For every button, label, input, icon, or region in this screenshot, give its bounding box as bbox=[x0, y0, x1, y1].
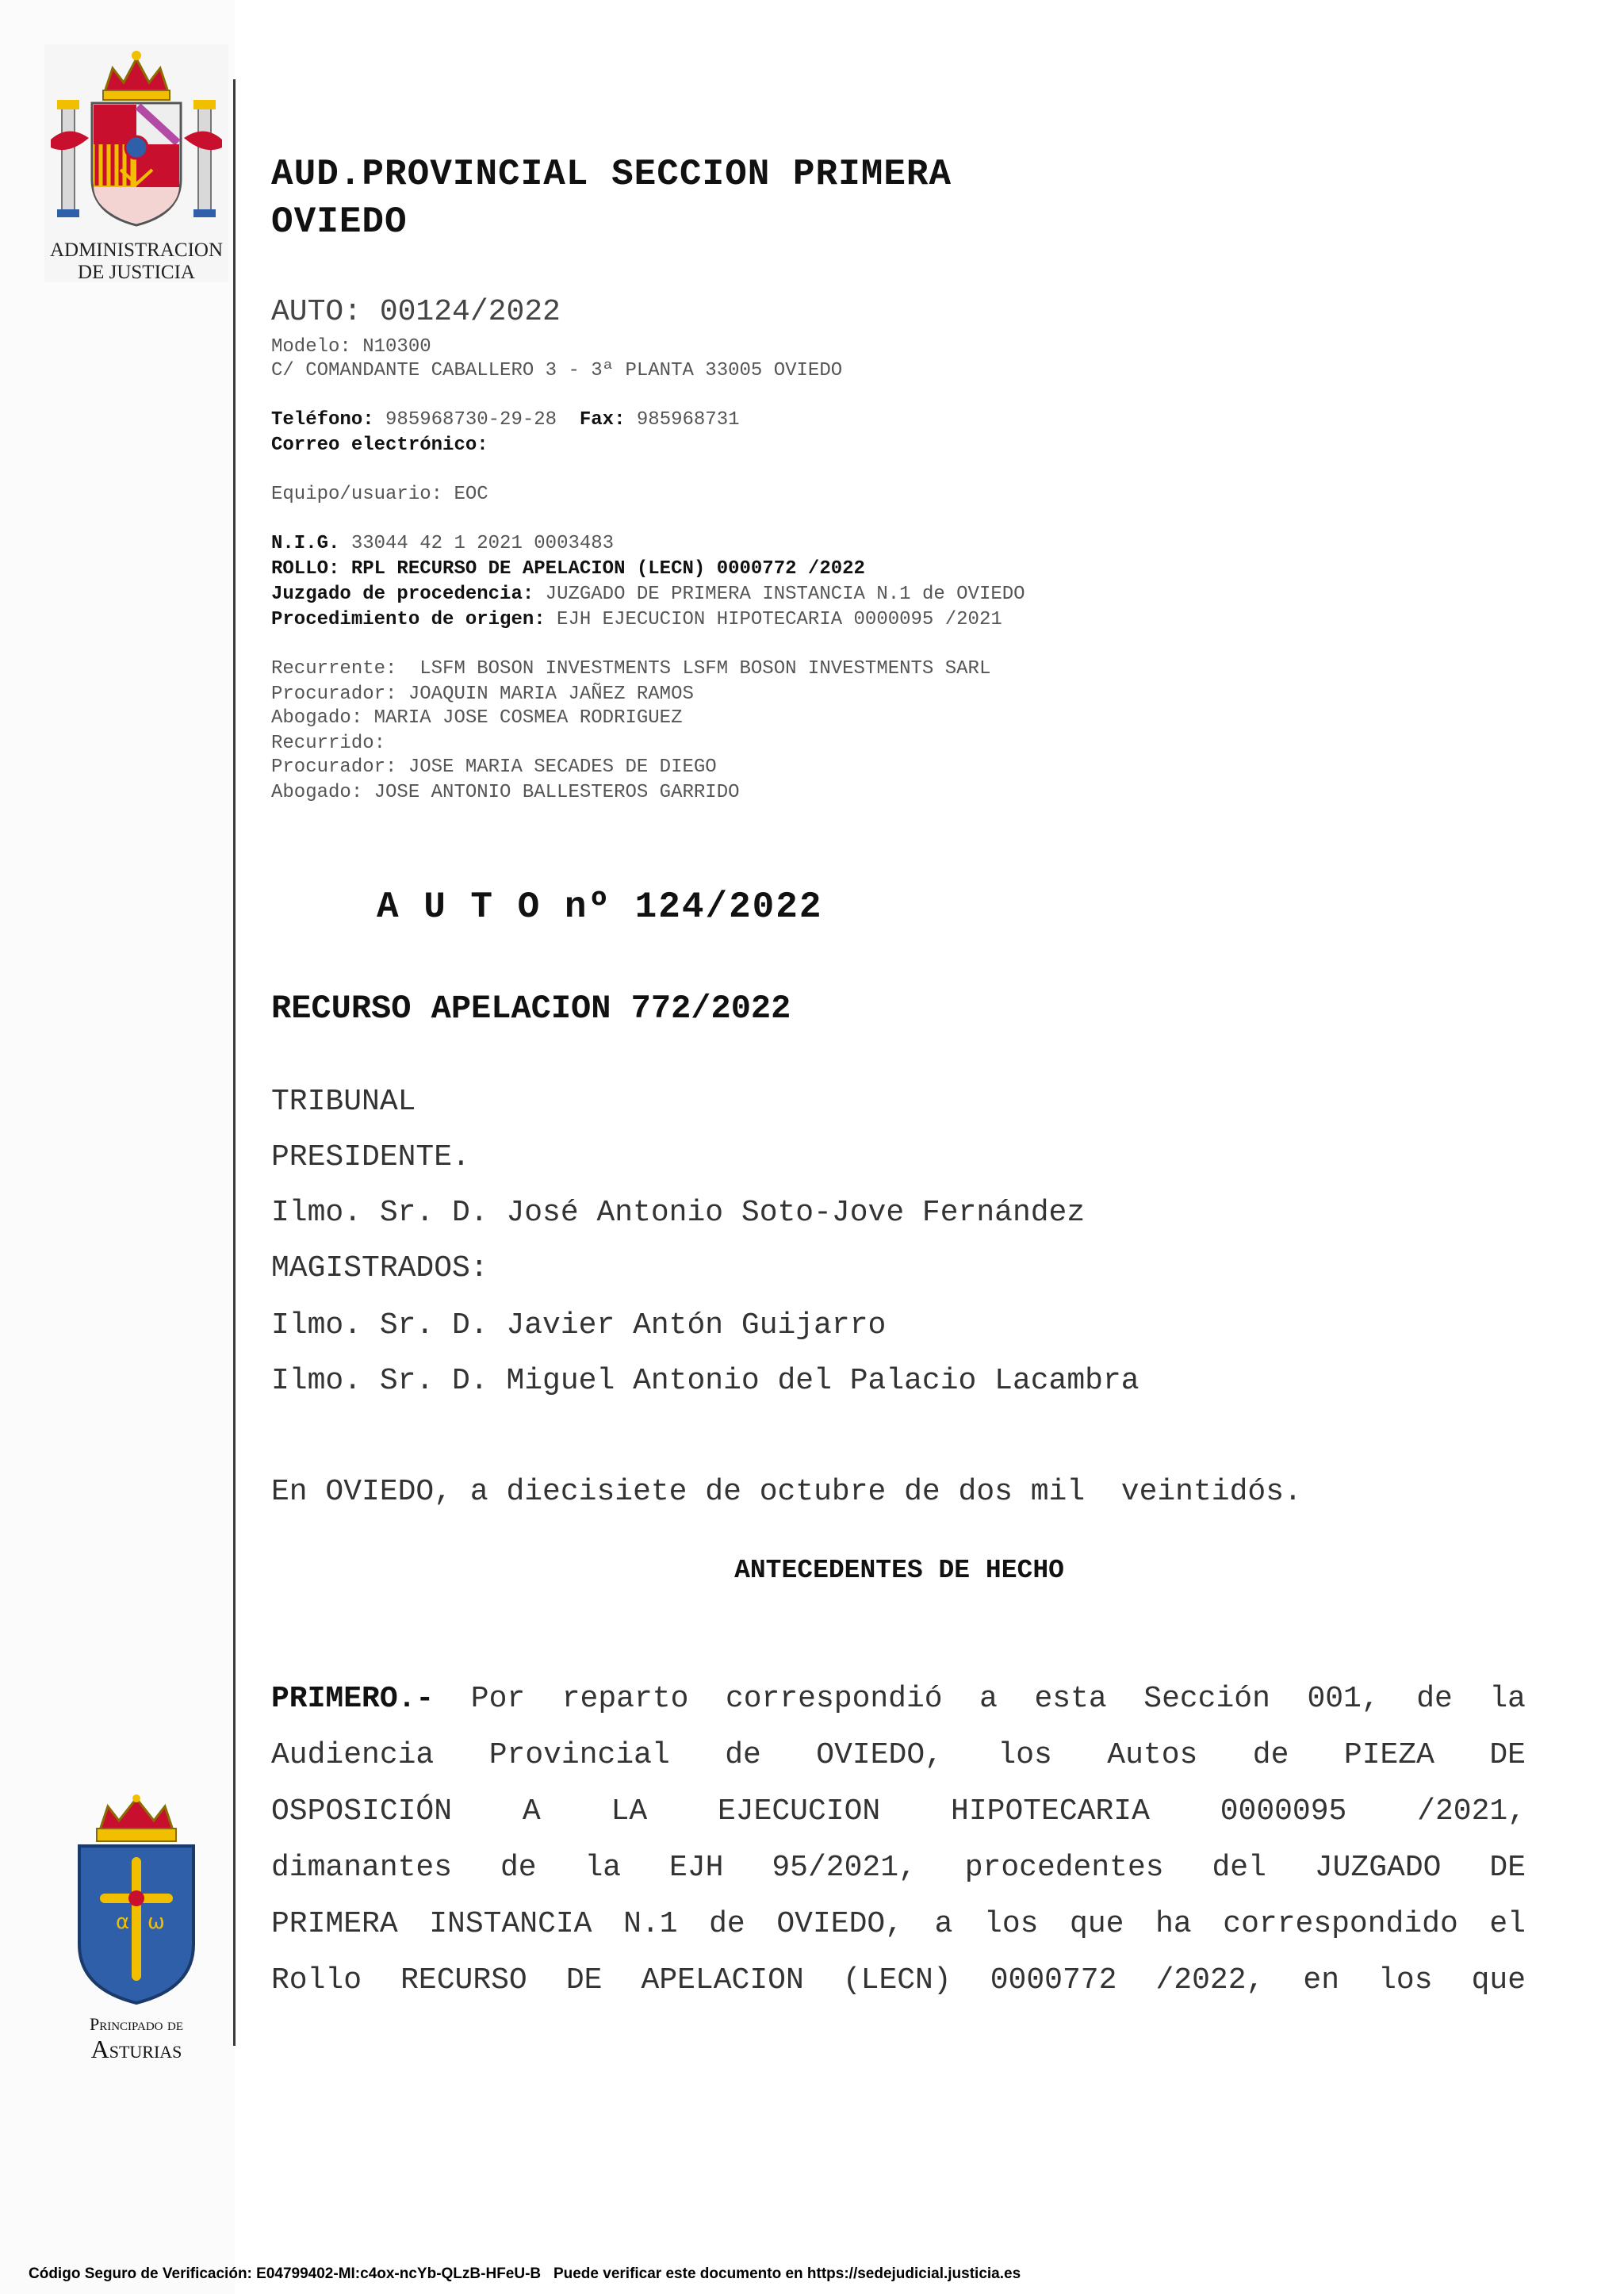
rollo-line bbox=[271, 557, 865, 582]
procedimiento-line bbox=[271, 607, 1002, 633]
emblem-top-line2: DE JUSTICIA bbox=[78, 262, 195, 283]
rollo-value: ROLLO: RPL RECURSO DE APELACION (LECN) 0000772 /2022 bbox=[271, 558, 865, 580]
juzgado-line bbox=[271, 582, 1025, 607]
presidente-heading: PRESIDENTE. bbox=[271, 1140, 470, 1174]
nig-line bbox=[271, 531, 614, 557]
paragraph-line bbox=[271, 1671, 1526, 1727]
phone-fax-line bbox=[271, 408, 740, 433]
paragraph-line-6: Rollo RECURSO DE APELACION (LECN) 0000772 /2022, en los que bbox=[271, 1963, 1526, 1997]
juzgado-value: JUZGADO DE PRIMERA INSTANCIA N.1 de OVIEDO bbox=[534, 584, 1025, 605]
date-line: En OVIEDO, a diecisiete de octubre de dos mil veintidós. bbox=[271, 1475, 1302, 1509]
nig-label: N.I.G. bbox=[271, 533, 340, 554]
emblem-bottom-line1: Principado de bbox=[89, 2014, 184, 2034]
magistrado-name-2: Ilmo. Sr. D. Miguel Antonio del Palacio Lacambra bbox=[271, 1364, 1139, 1398]
auto-number: AUTO: 00124/2022 bbox=[271, 295, 561, 329]
email-label: Correo electrónico: bbox=[271, 435, 488, 456]
recurso-subtitle: RECURSO APELACION 772/2022 bbox=[271, 990, 791, 1028]
primero-paragraph bbox=[271, 1671, 1526, 2009]
fax-label: Fax: bbox=[579, 409, 626, 431]
court-name-line1: AUD.PROVINCIAL SECCION PRIMERA bbox=[271, 154, 952, 195]
juzgado-label: Juzgado de procedencia: bbox=[271, 584, 534, 605]
phone-label: Teléfono: bbox=[271, 409, 374, 431]
verification-footer: Código Seguro de Verificación: E04799402-MI:c4ox-ncYb-QLzB-HFeU-B Puede verificar este documento en https://sedejudicial.justicia.es bbox=[29, 2265, 1021, 2282]
party-recurrido: Recurrido: bbox=[271, 733, 386, 754]
nig-value: 33044 42 1 2021 0003483 bbox=[339, 533, 615, 554]
party-procurador-1: Procurador: JOAQUIN MARIA JAÑEZ RAMOS bbox=[271, 684, 694, 705]
procedimiento-label: Procedimiento de origen: bbox=[271, 609, 546, 630]
court-address: C/ COMANDANTE CABALLERO 3 - 3ª PLANTA 33005 OVIEDO bbox=[271, 360, 843, 381]
equipo-usuario: Equipo/usuario: EOC bbox=[271, 484, 488, 505]
spain-coat-of-arms-icon bbox=[44, 44, 228, 243]
tribunal-heading: TRIBUNAL bbox=[271, 1085, 416, 1119]
modelo: Modelo: N10300 bbox=[271, 336, 431, 358]
paragraph-line-4: dimanantes de la EJH 95/2021, procedentes del JUZGADO DE bbox=[271, 1851, 1526, 1885]
party-recurrente: Recurrente: LSFM BOSON INVESTMENTS LSFM BOSON INVESTMENTS SARL bbox=[271, 658, 991, 680]
procedimiento-value: EJH EJECUCION HIPOTECARIA 0000095 /2021 bbox=[545, 609, 1002, 630]
email-line bbox=[271, 433, 488, 458]
phone-value: 985968730-29-28 bbox=[373, 409, 580, 431]
paragraph-line-3: OSPOSICIÓN A LA EJECUCION HIPOTECARIA 0000095 /2021, bbox=[271, 1794, 1526, 1829]
emblem-top-line1: ADMINISTRACION bbox=[49, 239, 224, 261]
primero-label: PRIMERO.- bbox=[271, 1682, 435, 1716]
antecedentes-heading: ANTECEDENTES DE HECHO bbox=[734, 1556, 1064, 1585]
party-abogado-2: Abogado: JOSE ANTONIO BALLESTEROS GARRIDO bbox=[271, 782, 740, 803]
presidente-name: Ilmo. Sr. D. José Antonio Soto-Jove Fernández bbox=[271, 1196, 1086, 1230]
paragraph-line-1: Por reparto correspondió a esta Sección 001, de la bbox=[434, 1682, 1526, 1716]
magistrados-heading: MAGISTRADOS: bbox=[271, 1251, 488, 1285]
court-name-line2: OVIEDO bbox=[271, 201, 408, 243]
fax-value: 985968731 bbox=[625, 409, 740, 431]
emblem-bottom-line2: Asturias bbox=[90, 2035, 182, 2063]
svg-text:α: α bbox=[116, 1910, 130, 1934]
asturias-coat-of-arms-icon bbox=[68, 1794, 205, 2006]
paragraph-line-5: PRIMERA INSTANCIA N.1 de OVIEDO, a los que ha correspondido el bbox=[271, 1907, 1526, 1941]
party-abogado-1: Abogado: MARIA JOSE COSMEA RODRIGUEZ bbox=[271, 707, 683, 729]
paragraph-line-2: Audiencia Provincial de OVIEDO, los Autos de PIEZA DE bbox=[271, 1738, 1526, 1772]
party-procurador-2: Procurador: JOSE MARIA SECADES DE DIEGO bbox=[271, 756, 717, 778]
magistrado-name-1: Ilmo. Sr. D. Javier Antón Guijarro bbox=[271, 1308, 887, 1342]
margin-rule bbox=[233, 79, 236, 2046]
document-title: A U T O nº 124/2022 bbox=[377, 887, 823, 928]
svg-text:ω: ω bbox=[147, 1910, 165, 1934]
